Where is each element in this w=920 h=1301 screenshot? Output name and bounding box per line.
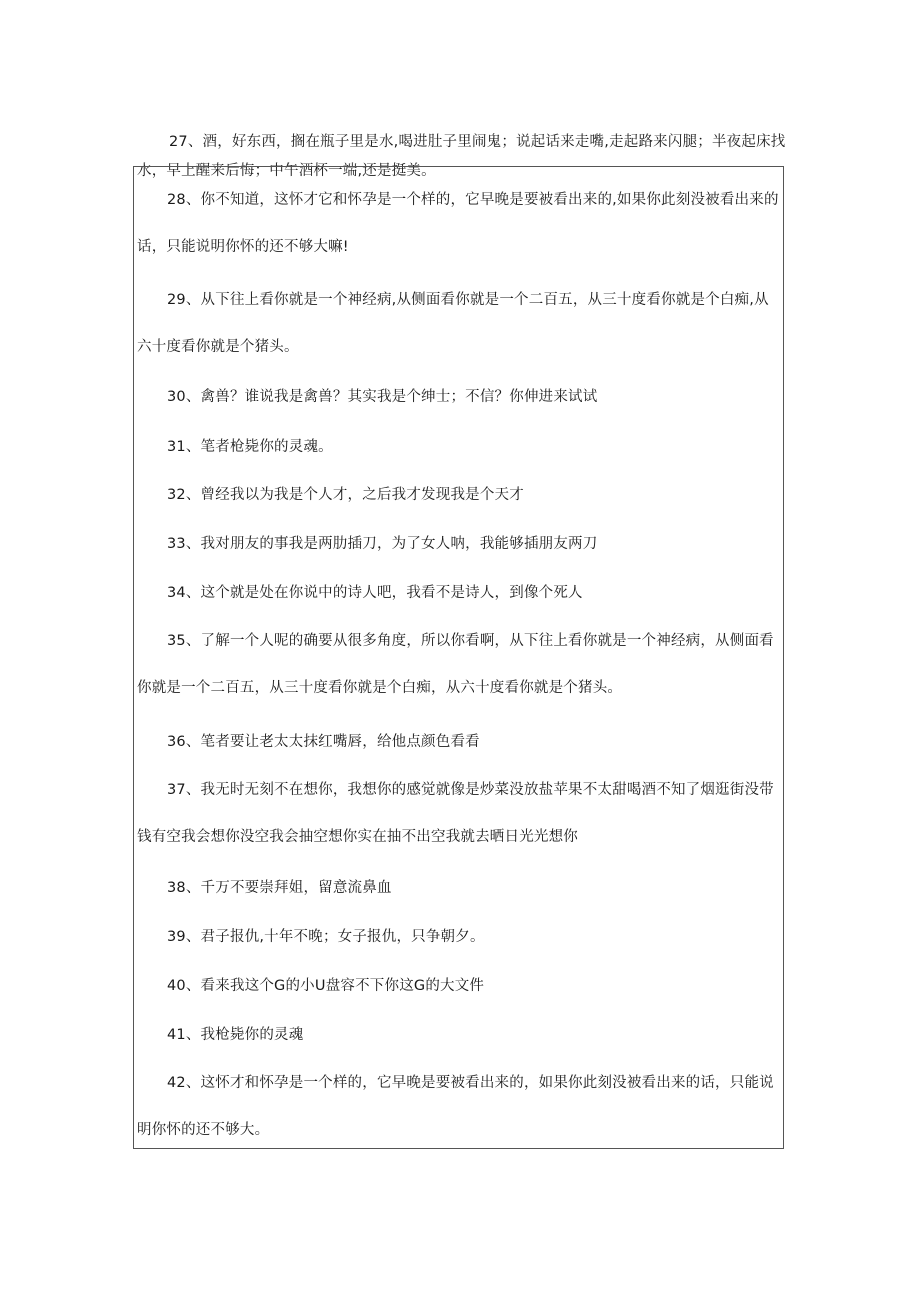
content-box (133, 166, 784, 1149)
paragraph-41: 41、我枪毙你的灵魂 (167, 1027, 304, 1043)
paragraph-32: 32、曾经我以为我是个人才，之后我才发现我是个天才 (167, 487, 524, 503)
paragraph-40: 40、看来我这个G的小U盘容不下你这G的大文件 (167, 978, 485, 994)
paragraph-28: 28、你不知道，这怀才它和怀孕是一个样的，它早晚是要被看出来的,如果你此刻没被看出来的话，只能说明你怀的还不够大嘛! (137, 192, 779, 255)
paragraph-31: 31、笔者枪毙你的灵魂。 (167, 439, 333, 455)
paragraph-29: 29、从下往上看你就是一个神经病,从侧面看你就是一个二百五，从三十度看你就是个白痴,从六十度看你就是个猪头。 (137, 292, 769, 355)
paragraph-27: 27、酒，好东西，搁在瓶子里是水,喝进肚子里闹鬼；说起话来走嘴,走起路来闪腿；半夜起床找水，早上醒来后悔；中午酒杯一端,还是挺美。 (137, 133, 786, 179)
paragraph-37: 37、我无时无刻不在想你，我想你的感觉就像是炒菜没放盐苹果不太甜喝酒不知了烟逛街没带钱有空我会想你没空我会抽空想你实在抽不出空我就去晒日光光想你 (137, 782, 774, 845)
paragraph-38: 38、千万不要崇拜姐，留意流鼻血 (167, 880, 392, 896)
paragraph-36: 36、笔者要让老太太抹红嘴唇，给他点颜色看看 (167, 734, 480, 750)
paragraph-30: 30、禽兽？谁说我是禽兽？其实我是个绅士；不信？你伸进来试试 (167, 389, 598, 405)
paragraph-35: 35、了解一个人呢的确要从很多角度，所以你看啊，从下往上看你就是一个神经病，从侧面看你就是一个二百五，从三十度看你就是个白痴，从六十度看你就是个猪头。 (137, 633, 774, 696)
paragraph-34: 34、这个就是处在你说中的诗人吧，我看不是诗人，到像个死人 (167, 585, 583, 601)
paragraph-33: 33、我对朋友的事我是两肋插刀，为了女人呐，我能够插朋友两刀 (167, 536, 598, 552)
paragraph-42: 42、这怀才和怀孕是一个样的，它早晚是要被看出来的，如果你此刻没被看出来的话，只能说明你怀的还不够大。 (137, 1075, 774, 1138)
paragraph-39: 39、君子报仇,十年不晚；女子报仇，只争朝夕。 (167, 929, 485, 945)
